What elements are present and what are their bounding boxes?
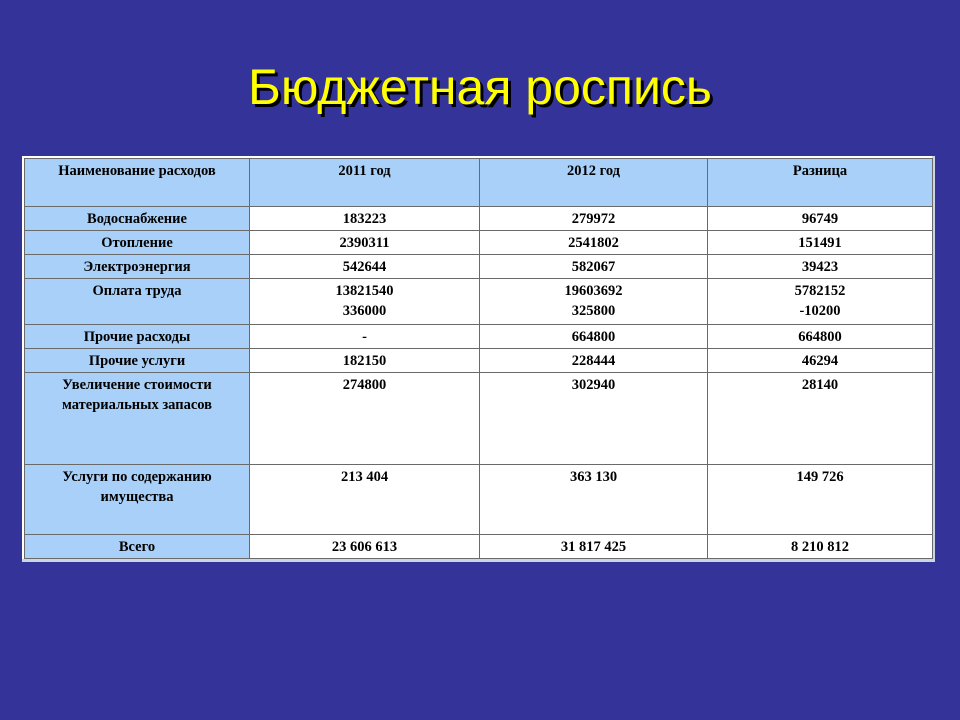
row-name: Водоснабжение [25,207,250,231]
row-2012: 279972 [480,207,708,231]
header-cell-name: Наименование расходов [25,159,250,207]
budget-table-container [22,156,935,562]
table-row [25,255,933,279]
row-2012: 302940 [480,373,708,465]
header-cell-2012: 2012 год [480,159,708,207]
row-2012 [480,279,708,325]
total-2011: 23 606 613 [250,535,480,559]
row-2011: 213 404 [250,465,480,535]
row-name-line2: материальных запасов [61,397,212,413]
table-row [25,373,933,465]
row-2012: 2541802 [480,231,708,255]
row-name [25,373,250,465]
row-diff: 46294 [708,349,933,373]
row-2012: 228444 [480,349,708,373]
row-diff-line2: -10200 [799,303,841,319]
row-diff: 149 726 [708,465,933,535]
row-2011: - [250,325,480,349]
table-row [25,279,933,325]
total-name: Всего [25,535,250,559]
table-total-row [25,535,933,559]
row-2012: 664800 [480,325,708,349]
table-row [25,325,933,349]
row-name-line1: Увеличение стоимости [62,377,212,393]
row-2011: 274800 [250,373,480,465]
row-name: Отопление [25,231,250,255]
total-2012: 31 817 425 [480,535,708,559]
table-header-row [25,159,933,207]
table-row [25,231,933,255]
row-name: Оплата труда [25,279,250,325]
table-row [25,349,933,373]
row-2011-line1: 13821540 [335,283,394,299]
row-diff-line1: 5782152 [794,283,846,299]
row-2012-line1: 19603692 [564,283,623,299]
budget-table [24,158,933,559]
row-name-line2: имущества [100,489,174,505]
row-diff: 664800 [708,325,933,349]
row-2011 [250,279,480,325]
row-2012: 582067 [480,255,708,279]
row-name-line1: Услуги по содержанию [62,469,212,485]
row-diff: 151491 [708,231,933,255]
row-2011: 542644 [250,255,480,279]
table-row [25,465,933,535]
row-2011-line2: 336000 [342,303,387,319]
table-row [25,207,933,231]
row-diff [708,279,933,325]
slide-title: Бюджетная роспись [248,59,712,115]
row-diff: 96749 [708,207,933,231]
row-2012-line2: 325800 [571,303,616,319]
row-2011: 182150 [250,349,480,373]
row-2011: 2390311 [250,231,480,255]
total-diff: 8 210 812 [708,535,933,559]
header-cell-2011: 2011 год [250,159,480,207]
row-name: Прочие расходы [25,325,250,349]
header-cell-diff: Разница [708,159,933,207]
row-name: Электроэнергия [25,255,250,279]
row-2012: 363 130 [480,465,708,535]
row-name: Прочие услуги [25,349,250,373]
row-name [25,465,250,535]
row-2011: 183223 [250,207,480,231]
row-diff: 39423 [708,255,933,279]
row-diff: 28140 [708,373,933,465]
